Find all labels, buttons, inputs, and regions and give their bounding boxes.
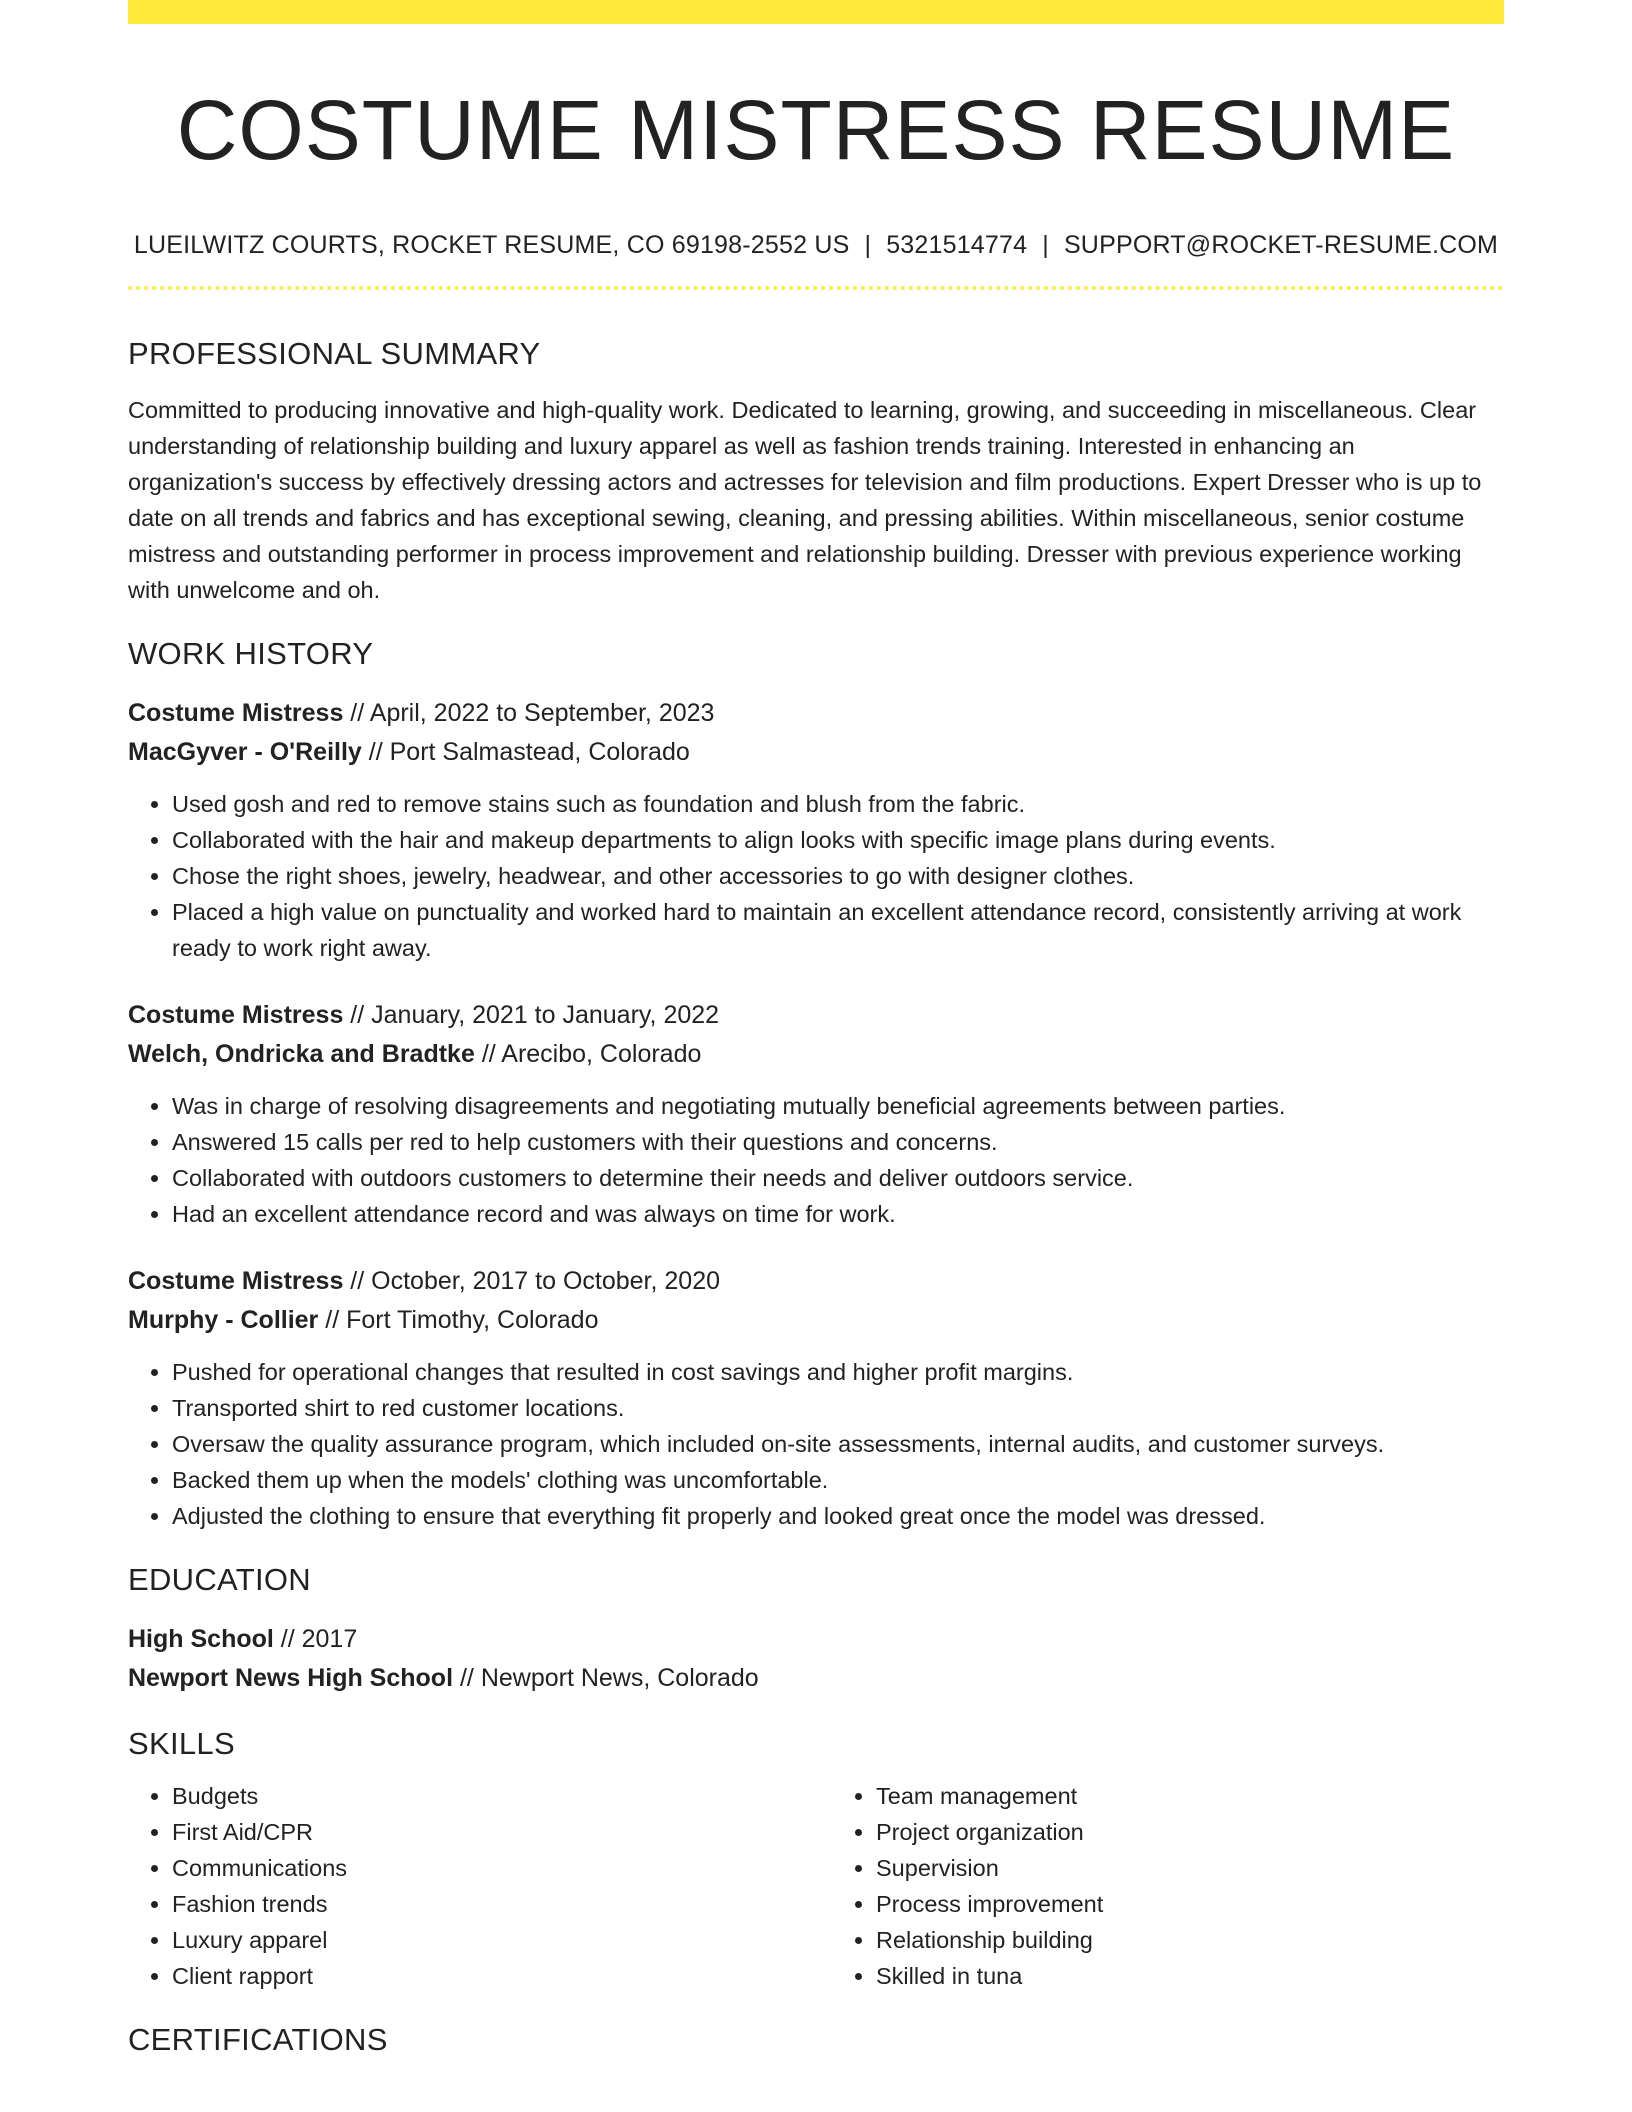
summary-heading: PROFESSIONAL SUMMARY bbox=[128, 336, 541, 371]
list-item: • Oversaw the quality assurance program, which included on-site assessments, internal audits, and customer surveys. bbox=[172, 1426, 1504, 1462]
work-history-heading: WORK HISTORY bbox=[128, 636, 374, 671]
contact-separator: | bbox=[1042, 231, 1049, 259]
job-location: // Arecibo, Colorado bbox=[474, 1040, 702, 1068]
contact-line bbox=[128, 228, 1504, 262]
resume-content bbox=[128, 0, 1504, 2060]
list-item: • Luxury apparel bbox=[172, 1922, 816, 1958]
list-item: • Backed them up when the models' clothing was uncomfortable. bbox=[172, 1462, 1504, 1498]
education-degree-line bbox=[128, 1620, 1504, 1659]
list-item: • First Aid/CPR bbox=[172, 1814, 816, 1850]
job-bullets bbox=[128, 786, 1504, 966]
job-dates: // October, 2017 to October, 2020 bbox=[343, 1267, 720, 1295]
list-item: • Collaborated with the hair and makeup departments to align looks with specific image plans during events. bbox=[172, 822, 1504, 858]
skills-left-list bbox=[128, 1778, 816, 1994]
list-item: • Project organization bbox=[876, 1814, 1504, 1850]
skills-columns bbox=[128, 1778, 1504, 1994]
job-company: Murphy - Collier bbox=[128, 1306, 319, 1334]
job-entry-2 bbox=[128, 996, 1504, 1232]
job-bullets bbox=[128, 1354, 1504, 1534]
list-item: • Used gosh and red to remove stains such as foundation and blush from the fabric. bbox=[172, 786, 1504, 822]
contact-address: LUEILWITZ COURTS, ROCKET RESUME, CO 69198-2552 US bbox=[133, 231, 850, 259]
list-item: • Budgets bbox=[172, 1778, 816, 1814]
list-item: • Communications bbox=[172, 1850, 816, 1886]
education-location: // Newport News, Colorado bbox=[453, 1664, 759, 1692]
contact-email: SUPPORT@ROCKET-RESUME.COM bbox=[1063, 231, 1499, 259]
job-company-line bbox=[128, 733, 1504, 772]
list-item: • Adjusted the clothing to ensure that everything fit properly and looked great once the model was dressed. bbox=[172, 1498, 1504, 1534]
skills-heading: SKILLS bbox=[128, 1726, 235, 1761]
job-title: Costume Mistress bbox=[128, 1001, 344, 1029]
job-company-line bbox=[128, 1301, 1504, 1340]
list-item: • Collaborated with outdoors customers to determine their needs and deliver outdoors service. bbox=[172, 1160, 1504, 1196]
summary-text: Committed to producing innovative and high-quality work. Dedicated to learning, growing, and succeeding in miscellaneous. Clear understanding of relationship building and luxury apparel as well as fashion trends training. Interested in enhancing an organization's success by effectively dressing actors and actresses for television and film productions. Expert Dresser who is up to date on all trends and fabrics and has exceptional sewing, cleaning, and pressing abilities. Within miscellaneous, senior costume mistress and outstanding performer in process improvement and relationship building. Dresser with previous experience working with unwelcome and oh. bbox=[128, 397, 1482, 603]
job-dates: // January, 2021 to January, 2022 bbox=[343, 1001, 720, 1029]
certifications-heading: CERTIFICATIONS bbox=[128, 2022, 388, 2057]
skills-right-list bbox=[816, 1778, 1504, 1994]
education-school-line bbox=[128, 1659, 1504, 1698]
list-item: • Supervision bbox=[876, 1850, 1504, 1886]
job-entry-1 bbox=[128, 694, 1504, 966]
job-bullets bbox=[128, 1088, 1504, 1232]
list-item: • Chose the right shoes, jewelry, headwear, and other accessories to go with designer clothes. bbox=[172, 858, 1504, 894]
job-dates: // April, 2022 to September, 2023 bbox=[343, 699, 715, 727]
list-item: • Skilled in tuna bbox=[876, 1958, 1504, 1994]
job-company-line bbox=[128, 1035, 1504, 1074]
list-item: • Answered 15 calls per red to help customers with their questions and concerns. bbox=[172, 1124, 1504, 1160]
job-company: MacGyver - O'Reilly bbox=[128, 738, 362, 766]
list-item: • Had an excellent attendance record and was always on time for work. bbox=[172, 1196, 1504, 1232]
list-item: • Was in charge of resolving disagreements and negotiating mutually beneficial agreements between parties. bbox=[172, 1088, 1504, 1124]
list-item: • Fashion trends bbox=[172, 1886, 816, 1922]
job-title-line bbox=[128, 1262, 1504, 1301]
education-school: Newport News High School bbox=[128, 1664, 454, 1692]
dotted-divider bbox=[128, 286, 1504, 290]
education-heading: EDUCATION bbox=[128, 1562, 311, 1597]
list-item: • Relationship building bbox=[876, 1922, 1504, 1958]
job-location: // Fort Timothy, Colorado bbox=[318, 1306, 599, 1334]
list-item: • Team management bbox=[876, 1778, 1504, 1814]
list-item: • Transported shirt to red customer locations. bbox=[172, 1390, 1504, 1426]
contact-separator: | bbox=[864, 231, 872, 259]
list-item: • Client rapport bbox=[172, 1958, 816, 1994]
job-title-line bbox=[128, 694, 1504, 733]
job-location: // Port Salmastead, Colorado bbox=[361, 738, 690, 766]
job-title-line bbox=[128, 996, 1504, 1035]
list-item: • Pushed for operational changes that resulted in cost savings and higher profit margins. bbox=[172, 1354, 1504, 1390]
job-title: Costume Mistress bbox=[128, 1267, 344, 1295]
job-company: Welch, Ondricka and Bradtke bbox=[128, 1040, 475, 1068]
education-degree: High School bbox=[128, 1625, 274, 1653]
job-title: Costume Mistress bbox=[128, 699, 344, 727]
list-item: • Placed a high value on punctuality and worked hard to maintain an excellent attendance record, consistently arriving at work ready to work right away. bbox=[172, 894, 1504, 966]
contact-phone: 5321514774 bbox=[886, 231, 1028, 259]
education-year: // 2017 bbox=[273, 1625, 358, 1653]
education-entry bbox=[128, 1620, 1504, 1698]
list-item: • Process improvement bbox=[876, 1886, 1504, 1922]
resume-title: COSTUME MISTRESS RESUME bbox=[176, 83, 1456, 177]
job-entry-3 bbox=[128, 1262, 1504, 1534]
